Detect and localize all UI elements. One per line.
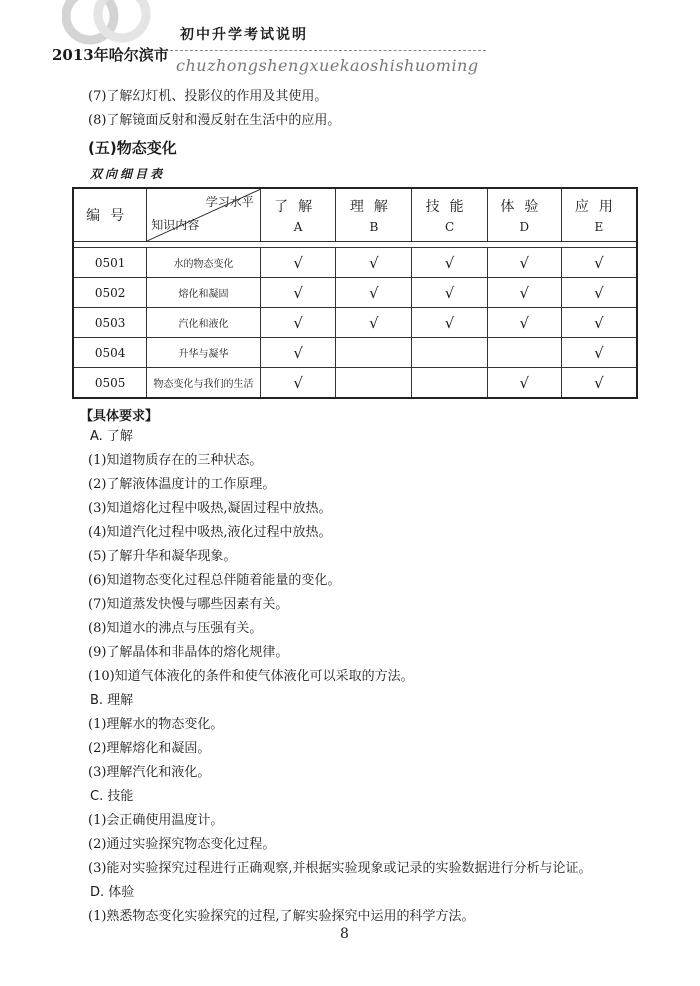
row-code: 0505: [73, 368, 147, 399]
level-axis-label: 学习水平: [205, 195, 254, 209]
level-header: 理解 B: [336, 188, 412, 242]
requirement-item: (8)知道水的沸点与压强有关。: [88, 621, 263, 636]
category-label: B. 理解: [90, 693, 134, 708]
table-header-row: [73, 188, 637, 242]
requirement-item: (10)知道气体液化的条件和使气体液化可以采取的方法。: [88, 669, 414, 684]
check-cell: √: [561, 368, 637, 399]
requirement-item: (5)了解升华和凝华现象。: [88, 549, 237, 564]
header-divider: [170, 50, 486, 51]
content-axis-label: 知识内容: [151, 218, 200, 232]
requirement-item: (3)知道熔化过程中吸热,凝固过程中放热。: [88, 501, 332, 516]
category-label: C. 技能: [90, 789, 134, 804]
requirement-item: (1)会正确使用温度计。: [88, 813, 224, 828]
header-year-label: 2013年哈尔滨市: [52, 46, 169, 64]
check-cell: √: [260, 248, 336, 278]
check-cell: √: [260, 308, 336, 338]
level-header: 体验 D: [487, 188, 561, 242]
header-title: 初中升学考试说明: [180, 27, 308, 43]
requirement-item: (3)能对实验探究过程进行正确观察,并根据实验现象或记录的实验数据进行分析与论证。: [88, 861, 592, 876]
top-item: (7)了解幻灯机、投影仪的作用及其使用。: [88, 89, 328, 104]
check-cell: √: [561, 338, 637, 368]
section-subtitle: 双向细目表: [90, 167, 166, 181]
row-topic: 升华与凝华: [147, 338, 260, 368]
check-cell: [412, 338, 488, 368]
code-header: 编号: [73, 188, 147, 242]
check-cell: √: [336, 248, 412, 278]
check-cell: [336, 338, 412, 368]
check-cell: √: [487, 278, 561, 308]
requirement-item: (1)熟悉物态变化实验探究的过程,了解实验探究中运用的科学方法。: [88, 909, 475, 924]
requirement-item: (7)知道蒸发快慢与哪些因素有关。: [88, 597, 289, 612]
row-topic: 汽化和液化: [147, 308, 260, 338]
row-topic: 物态变化与我们的生活: [147, 368, 260, 399]
requirement-item: (1)知道物质存在的三种状态。: [88, 453, 263, 468]
check-cell: √: [260, 338, 336, 368]
requirement-item: (4)知道汽化过程中吸热,液化过程中放热。: [88, 525, 332, 540]
row-code: 0503: [73, 308, 147, 338]
table-row: [73, 248, 637, 278]
objectives-table: [72, 187, 638, 399]
check-cell: √: [412, 248, 488, 278]
level-header: 技能 C: [412, 188, 488, 242]
check-cell: [412, 368, 488, 399]
table-row: [73, 308, 637, 338]
table-row: [73, 338, 637, 368]
row-code: 0502: [73, 278, 147, 308]
category-label: A. 了解: [90, 429, 133, 444]
requirement-item: (3)理解汽化和液化。: [88, 765, 211, 780]
requirement-item: (6)知道物态变化过程总伴随着能量的变化。: [88, 573, 341, 588]
requirement-item: (2)通过实验探究物态变化过程。: [88, 837, 276, 852]
check-cell: √: [260, 368, 336, 399]
level-header: 应用 E: [561, 188, 637, 242]
requirements-title: 【具体要求】: [80, 409, 159, 424]
requirement-item: (9)了解晶体和非晶体的熔化规律。: [88, 645, 289, 660]
check-cell: [487, 338, 561, 368]
table-row: [73, 368, 637, 399]
check-cell: √: [561, 248, 637, 278]
page-number: 8: [340, 926, 349, 942]
check-cell: √: [260, 278, 336, 308]
check-cell: √: [336, 278, 412, 308]
check-cell: √: [412, 308, 488, 338]
section-title: (五)物态变化: [88, 139, 177, 157]
check-cell: √: [336, 308, 412, 338]
level-header: 了解 A: [260, 188, 336, 242]
header-pinyin: chuzhongshengxuekaoshishuoming: [176, 56, 479, 75]
category-label: D. 体验: [90, 885, 135, 900]
requirement-item: (2)理解熔化和凝固。: [88, 741, 211, 756]
row-topic: 熔化和凝固: [147, 278, 260, 308]
top-item: (8)了解镜面反射和漫反射在生活中的应用。: [88, 113, 341, 128]
check-cell: √: [487, 248, 561, 278]
row-code: 0501: [73, 248, 147, 278]
check-cell: √: [561, 278, 637, 308]
check-cell: √: [487, 368, 561, 399]
diagonal-header-cell: [147, 188, 260, 242]
table-row: [73, 278, 637, 308]
check-cell: √: [561, 308, 637, 338]
check-cell: √: [487, 308, 561, 338]
row-topic: 水的物态变化: [147, 248, 260, 278]
check-cell: √: [412, 278, 488, 308]
check-cell: [336, 368, 412, 399]
requirement-item: (1)理解水的物态变化。: [88, 717, 224, 732]
requirement-item: (2)了解液体温度计的工作原理。: [88, 477, 276, 492]
row-code: 0504: [73, 338, 147, 368]
